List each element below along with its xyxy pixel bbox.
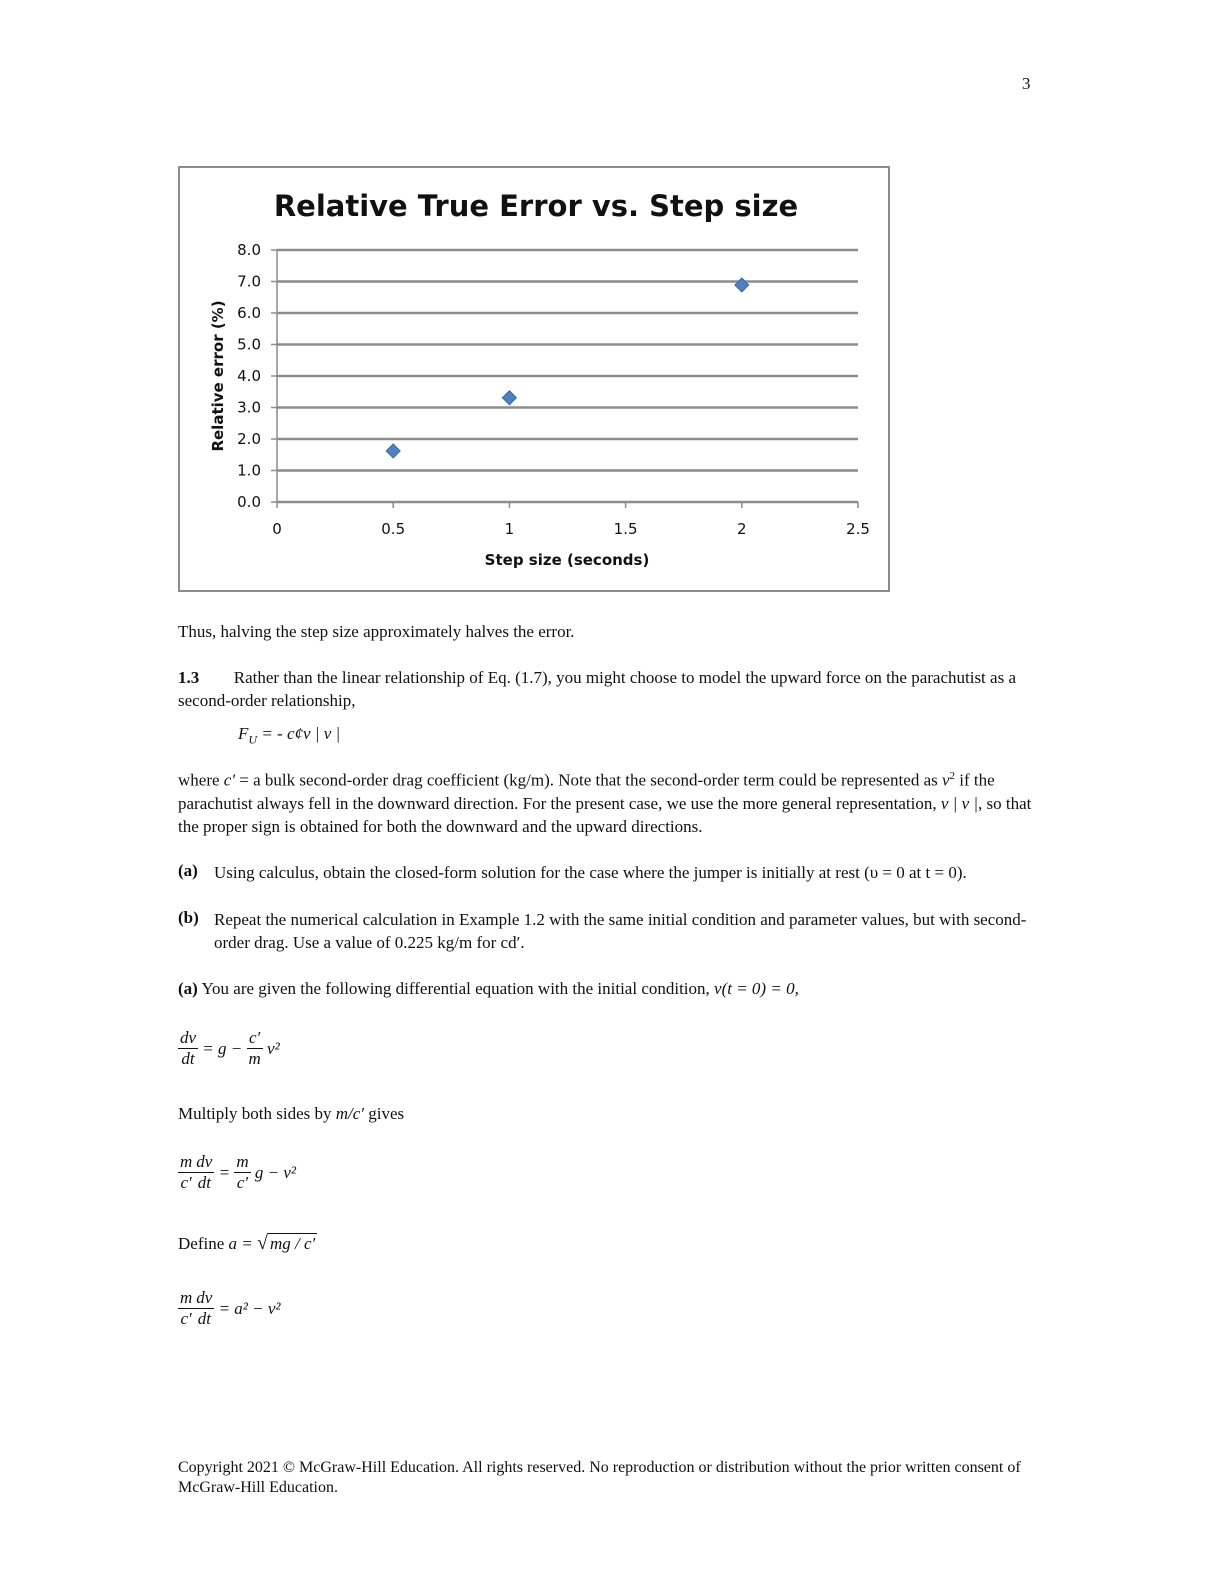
eq3-frac1-num: m	[180, 1288, 193, 1307]
where-text-4: , so that the proper sign is obtained for both the downward and the upward directions.	[178, 793, 1032, 836]
solution-a-ic: v(t = 0) = 0,	[714, 979, 799, 998]
where-text-1: where	[178, 770, 224, 790]
eq2-frac1-den: c′	[180, 1173, 192, 1192]
part-b	[178, 908, 1038, 954]
x-tick-label: 1	[504, 520, 515, 538]
eq2-frac3-num: m	[236, 1152, 249, 1171]
x-tick-label: 1.5	[613, 520, 638, 538]
define-text: Define	[178, 1234, 229, 1253]
y-tick-label: 6.0	[237, 304, 261, 322]
where-text-2: = a bulk second-order drag coefficient (kg/m). Note that the second-order term could be represented as	[235, 770, 942, 790]
eq2-tail: g − v²	[254, 1162, 296, 1182]
chart-frame	[178, 166, 890, 592]
eq1-denominator: dt	[181, 1049, 195, 1068]
where-c: c′	[223, 770, 236, 790]
y-tick-label: 3.0	[237, 398, 261, 417]
where-paragraph	[178, 765, 1038, 838]
x-tick-label: 0.5	[381, 520, 406, 538]
eq3-frac2-den: dt	[197, 1309, 211, 1328]
solution-a-label: (a)	[178, 979, 198, 998]
x-tick-label: 2	[737, 520, 747, 538]
where-vv: v | v |	[940, 793, 979, 813]
eq2-frac1-num: m	[180, 1152, 193, 1171]
equation-2	[178, 1152, 296, 1193]
eq1-tail: v²	[267, 1038, 280, 1058]
copyright-footer: Copyright 2021 © McGraw-Hill Education. All rights reserved. No reproduction or distribution without the prior written consent of McGraw-Hill Education.	[178, 1459, 1021, 1496]
x-axis-label: Step size (seconds)	[484, 551, 650, 569]
fu-symbol: F	[238, 724, 249, 743]
multiply-end: gives	[364, 1104, 405, 1123]
error-chart	[180, 168, 888, 590]
equation-3	[178, 1288, 281, 1329]
y-tick-label: 5.0	[237, 335, 261, 354]
part-b-text: Repeat the numerical calculation in Example 1.2 with the same initial condition and parameter values, but with second-order drag. Use a value of 0.225 kg/m for cd′.	[214, 910, 1027, 952]
solution-a-intro	[178, 977, 1038, 1000]
where-v: v	[942, 770, 950, 790]
eq2-frac2-den: dt	[197, 1173, 211, 1192]
part-a	[178, 861, 1038, 884]
where-text-3: if the parachutist always fell in the downward direction. For the present case, we use the more general representation,	[178, 770, 995, 813]
define-sqrt-body: mg / c′	[269, 1234, 316, 1253]
problem-text: Rather than the linear relationship of Eq. (1.7), you might choose to model the upward force on the parachutist as a second-order relationship,	[178, 668, 1016, 710]
page-number: 3	[1022, 74, 1031, 93]
y-tick-label: 1.0	[237, 461, 261, 480]
multiply-text: Multiply both sides by	[178, 1104, 336, 1123]
eq1-denominator-2: m	[248, 1049, 261, 1068]
eq2-frac3-den: c′	[236, 1173, 249, 1192]
part-b-label: (b)	[178, 908, 199, 927]
solution-a-text: You are given the following differential equation with the initial condition,	[197, 979, 715, 998]
x-tick-label: 2.5	[846, 520, 870, 538]
eq1-numerator-2: c′	[247, 1028, 263, 1049]
y-tick-label: 4.0	[237, 367, 261, 385]
y-tick-label: 2.0	[237, 430, 261, 448]
y-axis-label: Relative error (%)	[209, 300, 227, 452]
eq3-tail: = a² − v²	[218, 1298, 281, 1318]
part-a-label: (a)	[178, 861, 198, 880]
data-point-marker	[502, 391, 516, 405]
chart-title: Relative True Error vs. Step size	[273, 189, 799, 223]
y-tick-label: 7.0	[237, 272, 261, 291]
define-line	[178, 1232, 1038, 1255]
sqrt-sign: √	[257, 1232, 268, 1254]
eq2-frac2-num: dv	[196, 1152, 213, 1171]
y-tick-label: 0.0	[237, 493, 261, 511]
eq1-middle: = g −	[202, 1038, 243, 1058]
part-a-text: Using calculus, obtain the closed-form solution for the case where the jumper is initially at rest (υ = 0 at t = 0).	[214, 863, 967, 882]
problem-number: 1.3	[178, 668, 200, 687]
eq2-equals: =	[218, 1162, 231, 1182]
equation-1	[178, 1028, 280, 1069]
problem-1-3	[178, 666, 1038, 712]
y-tick-label: 8.0	[237, 241, 261, 259]
eq3-frac2-num: dv	[196, 1288, 213, 1307]
multiply-line	[178, 1102, 1038, 1125]
multiply-italic: m/c′	[335, 1104, 364, 1123]
where-sup: 2	[949, 770, 956, 782]
eq3-frac1-den: c′	[180, 1309, 192, 1328]
force-equation	[238, 724, 340, 747]
x-tick-label: 0	[272, 520, 282, 538]
fu-subscript: U	[248, 732, 258, 747]
fu-rhs: = - c¢v | v |	[261, 724, 341, 743]
data-point-marker	[386, 444, 400, 458]
thus-paragraph: Thus, halving the step size approximately halves the error.	[178, 622, 575, 641]
define-a: a =	[228, 1234, 253, 1253]
data-point-marker	[735, 278, 749, 292]
eq1-numerator: dv	[180, 1028, 197, 1047]
